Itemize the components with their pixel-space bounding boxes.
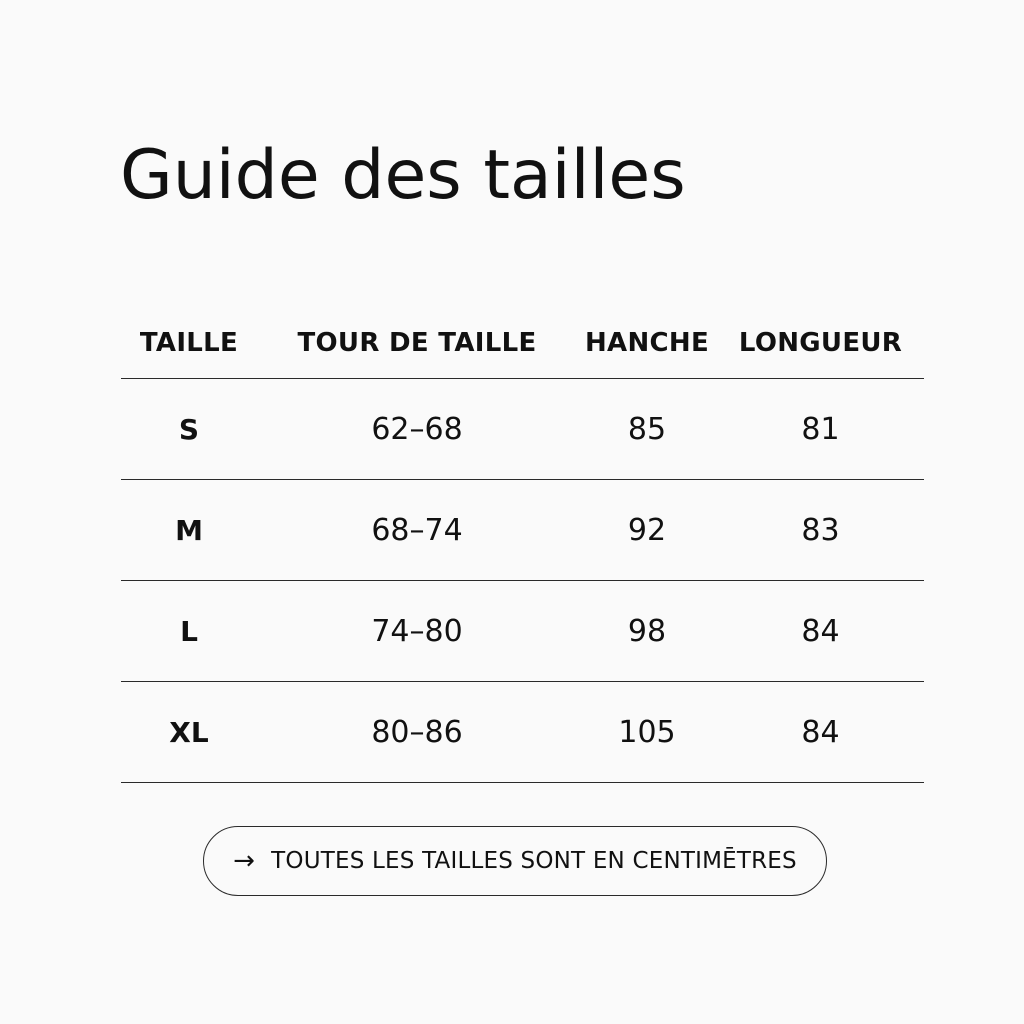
table-header-row — [121, 308, 924, 379]
column-header-waist: TOUR DE TAILLE — [257, 308, 577, 379]
table-row — [121, 581, 924, 682]
table-row — [121, 480, 924, 581]
column-header-hip: HANCHE — [577, 308, 717, 379]
size-cell: S — [121, 379, 257, 480]
units-note-pill — [203, 826, 827, 896]
length-cell: 83 — [717, 480, 924, 581]
table-row — [121, 379, 924, 480]
length-cell: 81 — [717, 379, 924, 480]
size-cell: XL — [121, 682, 257, 783]
waist-cell: 68–74 — [257, 480, 577, 581]
waist-cell: 62–68 — [257, 379, 577, 480]
table-row — [121, 682, 924, 783]
hip-cell: 85 — [577, 379, 717, 480]
size-cell: L — [121, 581, 257, 682]
waist-cell: 80–86 — [257, 682, 577, 783]
size-cell: M — [121, 480, 257, 581]
length-cell: 84 — [717, 581, 924, 682]
page-title: Guide des tailles — [120, 136, 686, 215]
waist-cell: 74–80 — [257, 581, 577, 682]
hip-cell: 105 — [577, 682, 717, 783]
hip-cell: 98 — [577, 581, 717, 682]
column-header-size: TAILLE — [121, 308, 257, 379]
length-cell: 84 — [717, 682, 924, 783]
hip-cell: 92 — [577, 480, 717, 581]
size-table — [121, 308, 924, 783]
column-header-length: LONGUEUR — [717, 308, 924, 379]
units-note-text: TOUTES LES TAILLES SONT EN CENTIMĒTRES — [271, 848, 797, 874]
arrow-right-icon: → — [233, 846, 256, 876]
